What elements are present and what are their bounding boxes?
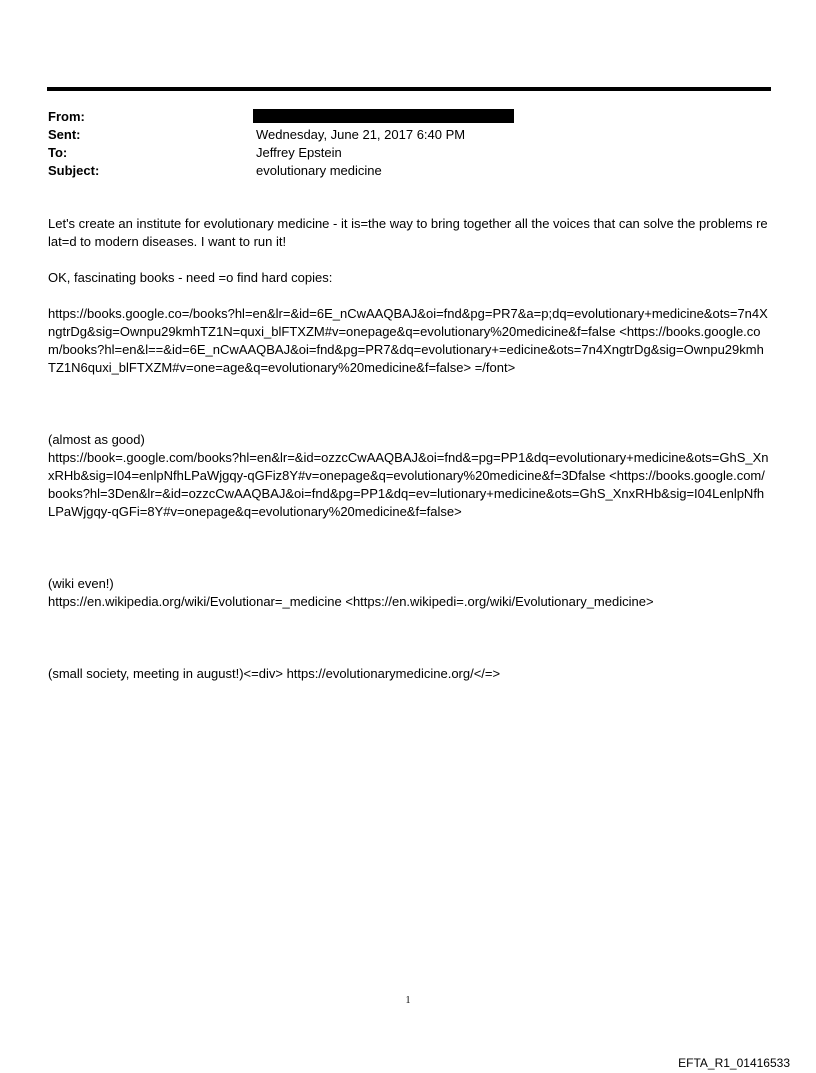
body-paragraph-books: OK, fascinating books - need =o find hard copies:	[48, 270, 333, 285]
almost-as-good-label: (almost as good)	[48, 432, 145, 447]
subject-value: evolutionary medicine	[256, 163, 382, 178]
sent-row	[48, 126, 768, 144]
sent-value: Wednesday, June 21, 2017 6:40 PM	[256, 127, 466, 142]
from-label: From:	[48, 109, 85, 124]
subject-label: Subject:	[48, 163, 100, 178]
email-header	[48, 108, 768, 180]
to-label: To:	[48, 145, 68, 160]
page-number: 1	[405, 995, 411, 1006]
wiki-link[interactable]: https://en.wikipedia.org/wiki/Evolutionar=_medicine <https://en.wikipedi=.org/wiki/Evolutionary_medicine>	[48, 594, 654, 609]
book-link-2[interactable]: https://book=.google.com/books?hl=en&lr=&id=ozzcCwAAQBAJ&oi=fnd&=pg=PP1&dq=evolutionary+medicine&ots=GhS_XnxRHb&sig=I04=enlpNfhLPaWjgqy-qGFiz8Y#v=onepage&q=evolutionary%20medicine&f=3Dfalse <https://books.google.com/books?hl=3Den&lr=&id=ozzcCwAAQBAJ&oi=fnd&pg=PP1&dq=ev=lutionary+medicine&ots=GhS_XnxRHb&sig=I04LenlpNfhLPaWjgqy-qGFi=8Y#v=onepage&q=evolutionary%20medicine&f=false>	[48, 450, 769, 519]
redaction-bar	[253, 109, 514, 123]
bates-number: EFTA_R1_01416533	[678, 1056, 790, 1070]
header-divider	[47, 87, 771, 91]
to-value: Jeffrey Epstein	[256, 145, 342, 160]
from-row	[48, 108, 768, 126]
email-body	[48, 215, 770, 683]
body-paragraph-intro: Let's create an institute for evolutionary medicine - it is=the way to bring together all the voices that can solve the problems relat=d to modern diseases. I want to run it!	[48, 216, 768, 249]
sent-label: Sent:	[48, 127, 81, 142]
wiki-label: (wiki even!)	[48, 576, 114, 591]
subject-row	[48, 162, 768, 180]
society-link[interactable]: (small society, meeting in august!)<=div> https://evolutionarymedicine.org/</=>	[48, 666, 501, 681]
book-link-1[interactable]: https://books.google.co=/books?hl=en&lr=&id=6E_nCwAAQBAJ&oi=fnd&pg=PR7&a=p;dq=evolutionary+medicine&ots=7n4XngtrDg&sig=Ownpu29kmhTZ1N=quxi_blFTXZM#v=onepage&q=evolutionary%20medicine&f=false <https://books.google.com/books?hl=en&l==&id=6E_nCwAAQBAJ&oi=fnd&pg=PR7&dq=evolutionary+=edicine&ots=7n4XngtrDg&sig=Ownpu29kmhTZ1N6quxi_blFTXZM#v=one=age&q=evolutionary%20medicine&f=false> =/font>	[48, 306, 768, 375]
to-row	[48, 144, 768, 162]
